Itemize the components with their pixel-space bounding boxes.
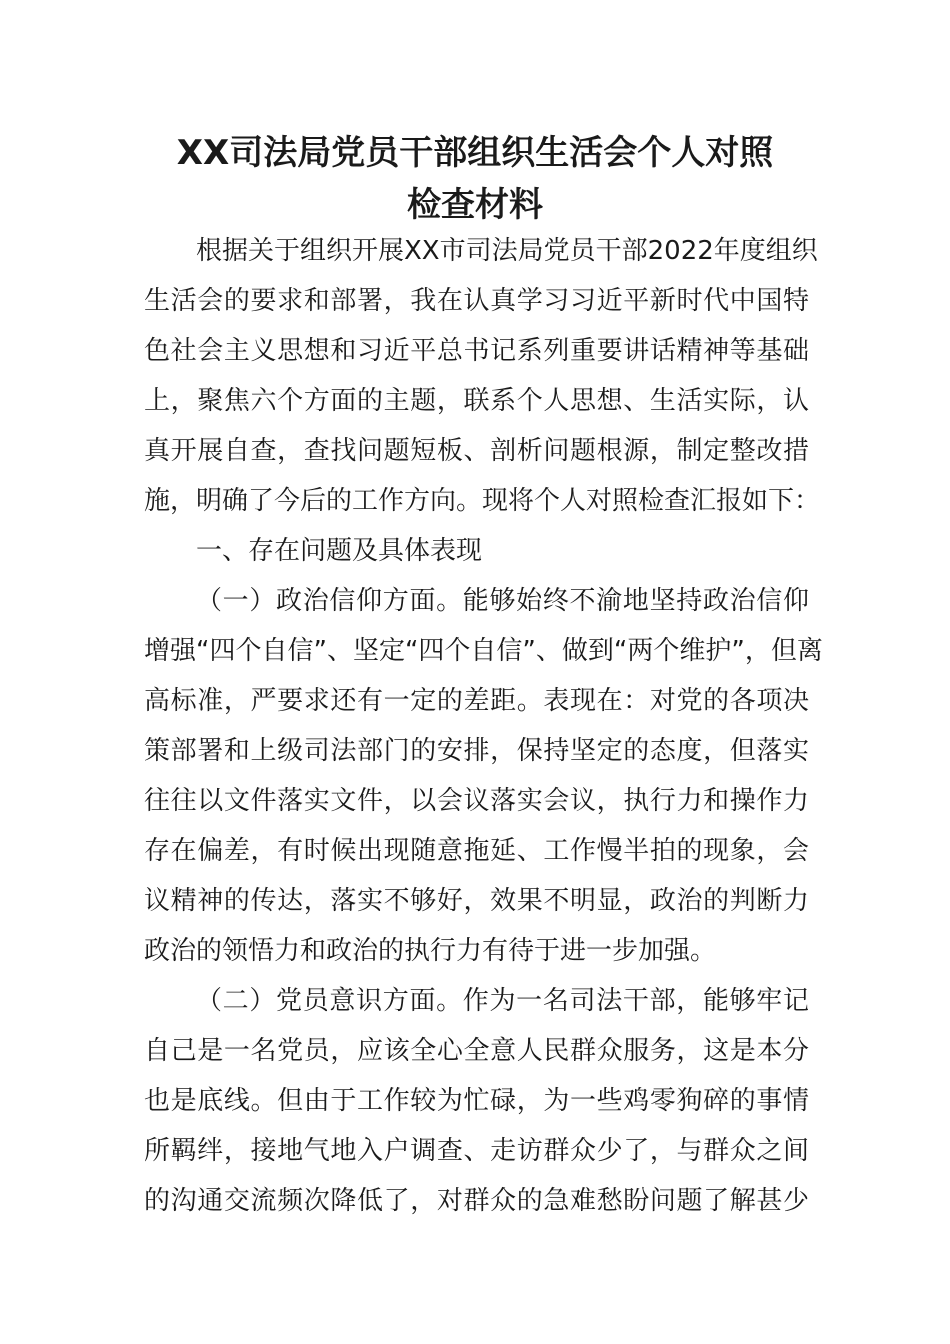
- party-awareness-paragraph-line: 也是底线。但由于工作较为忙碌，为一些鸡零狗碎的事情: [144, 1086, 809, 1116]
- section-heading: 一、存在问题及具体表现: [196, 536, 483, 566]
- political-belief-paragraph-line: 高标准，严要求还有一定的差距。表现在：对党的各项决: [144, 686, 809, 716]
- intro-paragraph-line: 色社会主义思想和习近平总书记系列重要讲话精神等基础: [144, 336, 809, 366]
- political-belief-paragraph-line: 政治的领悟力和政治的执行力有待于进一步加强。: [144, 936, 717, 966]
- party-awareness-paragraph-line: 的沟通交流频次降低了，对群众的急难愁盼问题了解甚少: [144, 1186, 809, 1216]
- document-title-line-2: 检查材料: [407, 185, 543, 225]
- party-awareness-paragraph-line: 自己是一名党员，应该全心全意人民群众服务，这是本分: [144, 1036, 809, 1066]
- intro-paragraph-line: 生活会的要求和部署，我在认真学习习近平新时代中国特: [144, 286, 809, 316]
- political-belief-paragraph-line: 存在偏差，有时候出现随意拖延、工作慢半拍的现象，会: [144, 836, 809, 866]
- political-belief-paragraph-line: 策部署和上级司法部门的安排，保持坚定的态度，但落实: [144, 736, 809, 766]
- political-belief-paragraph-line: 增强“四个自信”、坚定“四个自信”、做到“两个维护”，但离: [144, 636, 823, 666]
- intro-paragraph-line: 上，聚焦六个方面的主题，联系个人思想、生活实际，认: [144, 386, 809, 416]
- political-belief-paragraph-line: 议精神的传达，落实不够好，效果不明显，政治的判断力: [144, 886, 809, 916]
- political-belief-paragraph-line: （一）政治信仰方面。能够始终不渝地坚持政治信仰: [196, 586, 809, 616]
- intro-paragraph-line: 真开展自查，查找问题短板、剖析问题根源，制定整改措: [144, 436, 809, 466]
- document-title-line-1: XX司法局党员干部组织生活会个人对照: [176, 133, 774, 173]
- intro-paragraph-line: 根据关于组织开展XX市司法局党员干部2022年度组织: [196, 236, 818, 266]
- document-body: [144, 226, 823, 1226]
- party-awareness-paragraph-line: 所羁绊，接地气地入户调查、走访群众少了，与群众之间: [144, 1136, 809, 1166]
- intro-paragraph-line: 施，明确了今后的工作方向。现将个人对照检查汇报如下：: [144, 486, 821, 516]
- political-belief-paragraph-line: 往往以文件落实文件，以会议落实会议，执行力和操作力: [144, 786, 809, 816]
- party-awareness-paragraph-line: （二）党员意识方面。作为一名司法干部，能够牢记: [196, 986, 809, 1016]
